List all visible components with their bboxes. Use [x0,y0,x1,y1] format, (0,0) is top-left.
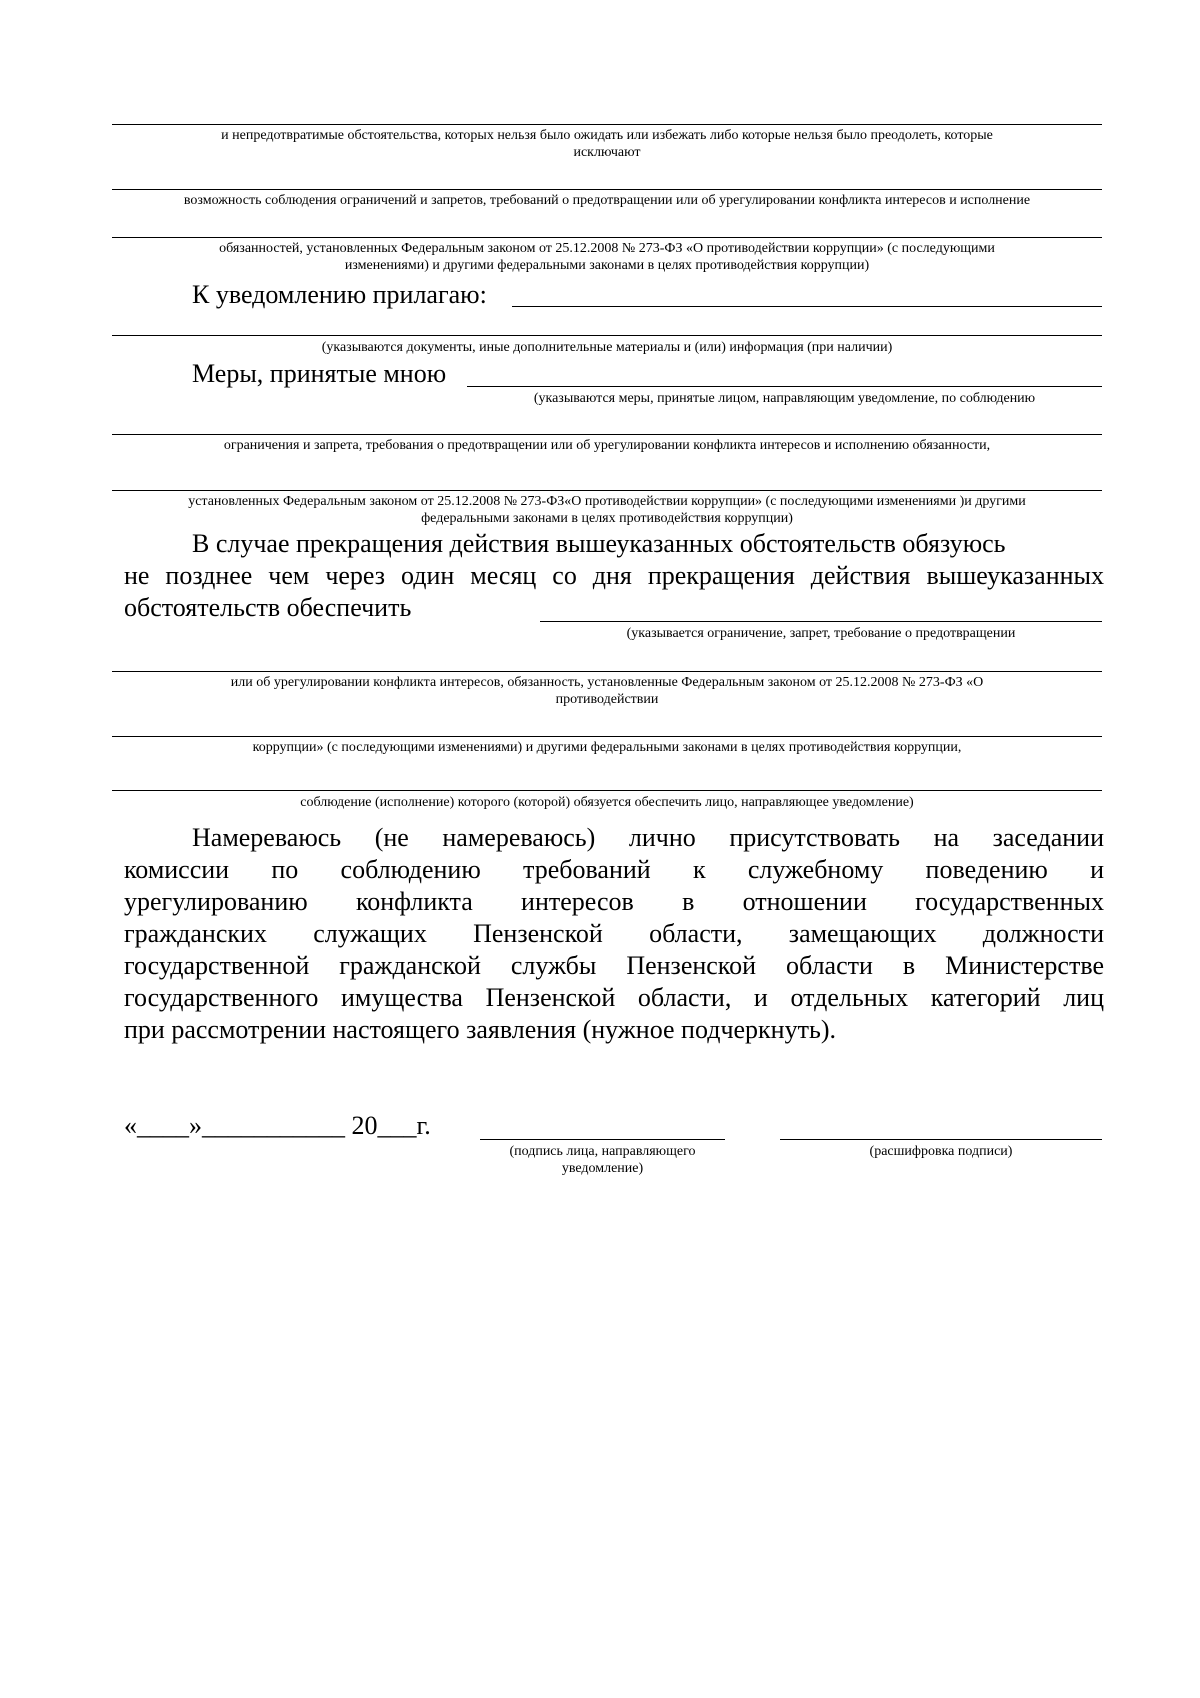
date-field[interactable]: «____»___________ 20___г. [124,1111,431,1140]
measures-fill-line[interactable] [467,386,1102,387]
measures-hint-3-line1: установленных Федеральным законом от 25.12.2008 № 273-ФЗ«О противодействии коррупции» (с последующими изменениями )и другими [188,494,1026,509]
intent-line-1: Намереваюсь (не намереваюсь) лично присутствовать на заседании [192,823,1104,852]
form-rule-2 [112,189,1102,190]
intent-line-3: урегулированию конфликта интересов в отношении государственных [124,887,1104,916]
attachments-fill-line-2[interactable] [112,335,1102,336]
intent-paragraph [124,822,1104,1046]
case-paragraph-line2-wrap [124,560,1104,592]
case-fill-line[interactable] [540,621,1102,622]
case-paragraph-line2: не позднее чем через один месяц со дня прекращения действия вышеуказанных [124,561,1104,590]
case-hint-1: (указывается ограничение, запрет, требование о предотвращении [626,626,1016,641]
form-hint-obligations [112,240,1102,274]
case-paragraph-line1: В случае прекращения действия вышеуказанных обстоятельств обязуюсь [192,529,1006,558]
intent-line-5: государственной гражданской службы Пензенской области в Министерстве [124,951,1104,980]
case-hint-2-line1: или об урегулировании конфликта интересов, обязанность, установленные Федеральным законом от 25.12.2008 № 273-ФЗ «О [230,675,984,690]
attachments-fill-line[interactable] [512,306,1102,307]
intent-line-4: гражданских служащих Пензенской области, замещающих должности [124,919,1104,948]
form-hint-circumstances-line2: исключают [573,145,641,160]
measures-hint: (указываются меры, принятые лицом, направляющим уведомление, по соблюдению [533,391,1036,406]
form-hint-obligations-line1: обязанностей, установленных Федеральным законом от 25.12.2008 № 273-ФЗ «О противодействии коррупции» (с последующими [219,241,995,256]
measures-fill-line-2[interactable] [112,434,1102,435]
case-hint-2 [112,674,1102,708]
measures-hint-2: ограничения и запрета, требования о предотвращении или об урегулировании конфликта интересов и исполнению обязанности, [223,438,991,453]
form-hint-circumstances [112,127,1102,161]
case-hint-3: коррупции» (с последующими изменениями) и другими федеральными законами в целях противодействия коррупции, [252,740,962,755]
attachments-hint: (указываются документы, иные дополнительные материалы и (или) информация (при наличии) [321,340,893,355]
form-rule-1 [112,124,1102,125]
measures-label: Меры, принятые мною [192,359,447,388]
form-rule-3 [112,237,1102,238]
case-paragraph-line3: обстоятельств обеспечить [124,593,412,622]
signature-hint: (подпись лица, направляющего уведомление) [509,1144,696,1176]
intent-line-2: комиссии по соблюдению требований к служебному поведению и [124,855,1104,884]
measures-hint-3 [112,493,1102,527]
measures-fill-line-3[interactable] [112,490,1102,491]
form-hint-obligations-line2: изменениями) и другими федеральными законами в целях противодействия коррупции) [344,258,870,273]
attachments-label: К уведомлению прилагаю: [192,280,487,309]
case-fill-line-3[interactable] [112,736,1102,737]
intent-line-6: государственного имущества Пензенской области, и отдельных категорий лиц [124,983,1104,1012]
signature-decode-line[interactable] [780,1139,1102,1140]
case-fill-line-2[interactable] [112,671,1102,672]
form-hint-circumstances-line1: и непредотвратимые обстоятельства, которых нельзя было ожидать или избежать либо которые нельзя было преодолеть, которые [221,128,993,143]
intent-line-7: при рассмотрении настоящего заявления (нужное подчеркнуть). [124,1015,836,1044]
case-hint-4: соблюдение (исполнение) которого (которой) обязуется обеспечить лицо, направляющее уведомление) [300,795,914,810]
form-hint-compliance: возможность соблюдения ограничений и запретов, требований о предотвращении или об урегулировании конфликта интересов и исполнение [183,193,1031,208]
measures-hint-3-line2: федеральными законами в целях противодействия коррупции) [421,511,793,526]
case-fill-line-4[interactable] [112,790,1102,791]
signature-line[interactable] [480,1139,725,1140]
case-hint-2-line2: противодействии [555,692,659,707]
signature-decode-hint: (расшифровка подписи) [869,1144,1013,1159]
